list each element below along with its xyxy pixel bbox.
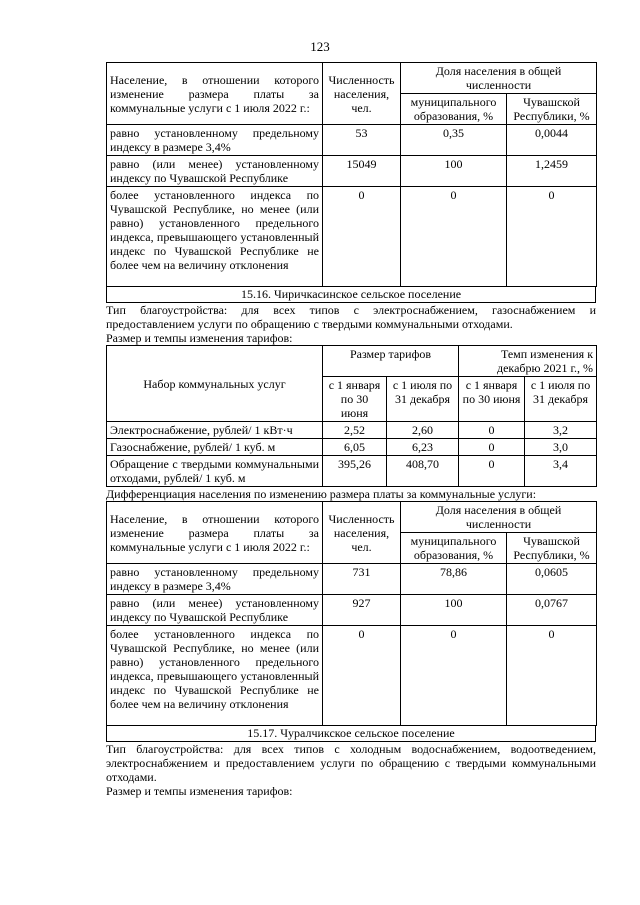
row-municipal-share: 100 (401, 595, 507, 626)
row-republic-share: 0,0605 (507, 564, 597, 595)
header-municipal: муниципального образования, % (401, 94, 507, 125)
row-municipal-share: 78,86 (401, 564, 507, 595)
row-count: 53 (323, 125, 401, 156)
header-count: Численность населения, чел. (323, 63, 401, 125)
table-row (107, 564, 597, 595)
table-row (107, 626, 597, 726)
row-label: более установленного индекса по Чувашской Республике, но менее (или равно) установленного предельного индекса, превышающего установленный индекс по Чувашской Республике не более чем на величину отклонения (107, 626, 323, 726)
table-row (107, 422, 597, 439)
service-name: Электроснабжение, рублей/ 1 кВт·ч (107, 422, 323, 439)
header-count: Численность населения, чел. (323, 502, 401, 564)
header-period-2: с 1 июля по 31 декабря (387, 377, 459, 422)
row-republic-share: 0 (507, 626, 597, 726)
table-row (107, 456, 597, 487)
table-row (107, 125, 597, 156)
service-name: Газоснабжение, рублей/ 1 куб. м (107, 439, 323, 456)
row-republic-share: 0 (507, 187, 597, 287)
table-row (107, 439, 597, 456)
population-diff-table-1 (106, 62, 597, 287)
tariff-size-label: Размер и темпы изменения тарифов: (106, 331, 293, 345)
rate-value: 3,2 (525, 422, 597, 439)
row-label: равно установленному предельному индексу в размере 3,4% (107, 564, 323, 595)
table-row (107, 187, 597, 287)
row-label: равно (или менее) установленному индексу по Чувашской Республике (107, 595, 323, 626)
row-count: 0 (323, 626, 401, 726)
header-period-1: с 1 января по 30 июня (323, 377, 387, 422)
page-number: 123 (310, 39, 330, 54)
header-municipal: муниципального образования, % (401, 533, 507, 564)
header-tariff-size: Размер тарифов (323, 346, 459, 377)
tariff-table (106, 345, 597, 487)
rate-value: 3,4 (525, 456, 597, 487)
tariff-value: 2,60 (387, 422, 459, 439)
population-diff-table-2 (106, 501, 597, 726)
row-count: 927 (323, 595, 401, 626)
row-label: равно (или менее) установленному индексу по Чувашской Республике (107, 156, 323, 187)
row-count: 0 (323, 187, 401, 287)
row-label: более установленного индекса по Чувашской Республике, но менее (или равно) установленного предельного индекса, превышающего установленный индекс по Чувашской Республике не более чем на величину отклонения (107, 187, 323, 287)
row-municipal-share: 100 (401, 156, 507, 187)
row-municipal-share: 0 (401, 187, 507, 287)
header-period-4: с 1 июля по 31 декабря (525, 377, 597, 422)
row-republic-share: 0,0767 (507, 595, 597, 626)
row-count: 15049 (323, 156, 401, 187)
header-services: Набор коммунальных услуг (107, 346, 323, 422)
header-change-rate: Темп изменения к декабрю 2021 г., % (459, 346, 597, 377)
tariff-size-label: Размер и темпы изменения тарифов: (106, 784, 293, 798)
section-heading-1517: 15.17. Чуралчикское сельское поселение (106, 726, 596, 742)
row-republic-share: 0,0044 (507, 125, 597, 156)
rate-value: 0 (459, 456, 525, 487)
row-municipal-share: 0,35 (401, 125, 507, 156)
row-municipal-share: 0 (401, 626, 507, 726)
amenity-type-text: Тип благоустройства: для всех типов с холодным водоснабжением, водоотведением, электроснабжением и предоставлением услуги по обращению с твердыми коммунальными отходами. (106, 742, 596, 784)
row-label: равно установленному предельному индексу в размере 3,4% (107, 125, 323, 156)
population-diff-label: Дифференциация населения по изменению размера платы за коммунальные услуги: (106, 487, 537, 501)
service-name: Обращение с твердыми коммунальными отходами, рублей/ 1 куб. м (107, 456, 323, 487)
tariff-value: 2,52 (323, 422, 387, 439)
tariff-value: 395,26 (323, 456, 387, 487)
header-republic: Чувашской Республики, % (507, 533, 597, 564)
rate-value: 0 (459, 422, 525, 439)
page-content (106, 62, 596, 798)
rate-value: 0 (459, 439, 525, 456)
header-period-3: с 1 января по 30 июня (459, 377, 525, 422)
header-share-group: Доля населения в общей численности (401, 502, 597, 533)
tariff-value: 6,23 (387, 439, 459, 456)
tariff-value: 6,05 (323, 439, 387, 456)
rate-value: 3,0 (525, 439, 597, 456)
header-population: Население, в отношении которого изменение размера платы за коммунальные услуги с 1 июля 2022 г.: (107, 63, 323, 125)
header-population: Население, в отношении которого изменение размера платы за коммунальные услуги с 1 июля 2022 г.: (107, 502, 323, 564)
tariff-value: 408,70 (387, 456, 459, 487)
section-heading-1516: 15.16. Чиричкасинское сельское поселение (106, 287, 596, 303)
row-count: 731 (323, 564, 401, 595)
table-row (107, 156, 597, 187)
amenity-type-text: Тип благоустройства: для всех типов с электроснабжением, газоснабжением и предоставлением услуги по обращению с твердыми коммунальными отходами. (106, 303, 596, 331)
header-republic: Чувашской Республики, % (507, 94, 597, 125)
row-republic-share: 1,2459 (507, 156, 597, 187)
header-share-group: Доля населения в общей численности (401, 63, 597, 94)
table-row (107, 595, 597, 626)
